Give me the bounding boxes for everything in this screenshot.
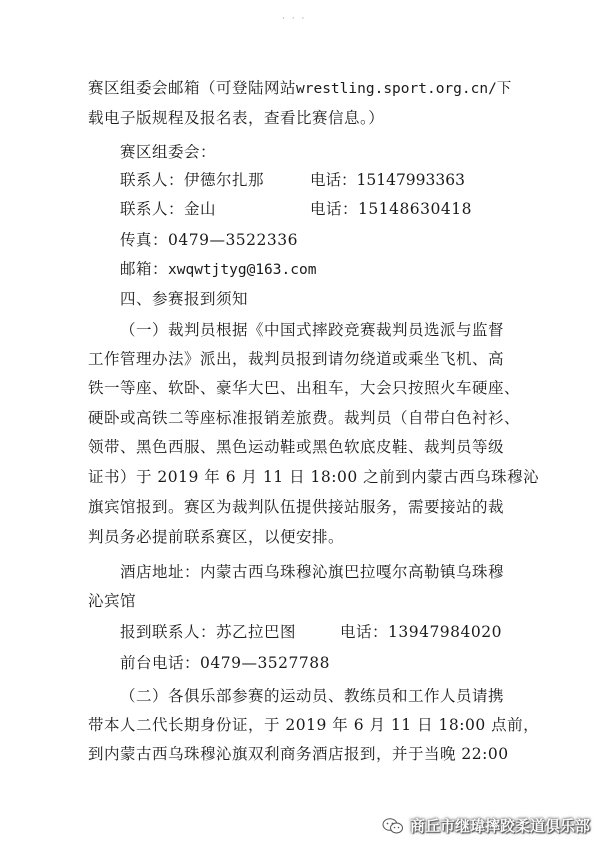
text-line: 硬卧或高铁二等座标准报销差旅费。裁判员（自带白色衬衫、 — [88, 409, 521, 427]
hotel-address-line: 酒店地址：内蒙古西乌珠穆沁旗巴拉嘎尔高勒镇乌珠穆 — [120, 563, 505, 581]
watermark — [382, 815, 590, 836]
text-line: 载电子版规程及报名表，查看比赛信息。） — [88, 109, 385, 127]
contact-phone-1: 电话：15147993363 — [310, 171, 465, 189]
front-desk-line: 前台电话：0479—3527788 — [120, 654, 330, 672]
contact-phone-2: 电话：15148630418 — [310, 200, 472, 218]
checkin-contact-phone: 电话：13947984020 — [340, 623, 502, 641]
text-line: 领带、黑色西服、黑色运动鞋或黑色软底皮鞋、裁判员等级 — [88, 438, 505, 456]
text-line: （二）各俱乐部参赛的运动员、教练员和工作人员请携 — [120, 687, 505, 705]
scan-mark: · · · — [282, 14, 307, 24]
website-link[interactable]: wrestling.sport.org.cn/下 — [296, 81, 512, 97]
text-line: 到内蒙古西乌珠穆沁旗双利商务酒店报到，并于当晚 22:00 — [88, 745, 509, 763]
text-line: 旗宾馆报到。赛区为裁判队伍提供接站服务，需要接站的裁 — [88, 498, 505, 516]
text-line: 带本人二代长期身份证，于 2019 年 6 月 11 日 18:00 点前， — [88, 716, 540, 734]
text-line: 证书）于 2019 年 6 月 11 日 18:00 之前到内蒙古西乌珠穆沁 — [88, 468, 540, 486]
text-line: （一）裁判员根据《中国式摔跤竞赛裁判员选派与监督 — [120, 321, 505, 339]
text-line: 工作管理办法》派出，裁判员报到请勿绕道或乘坐飞机、高 — [88, 350, 505, 368]
contact-name-1: 联系人：伊德尔扎那 — [120, 171, 265, 189]
fax-line: 传真：0479—3522336 — [120, 231, 298, 249]
email-address[interactable]: xwqwtjtyg@163.com — [168, 262, 317, 278]
email-intro-line: 赛区组委会邮箱（可登陆网站wrestling.sport.org.cn/下 — [88, 79, 512, 97]
watermark-text: 商丘市继瑋摔跤柔道俱乐部 — [409, 817, 590, 835]
text-line: 铁一等座、软卧、豪华大巴、出租车，大会只按照火车硬座、 — [88, 379, 521, 397]
email-line: 邮箱：xwqwtjtyg@163.com — [120, 260, 317, 278]
contact-name-2: 联系人：金山 — [120, 200, 217, 218]
text-line: 沁宾馆 — [88, 592, 137, 610]
text-line: 判员务必提前联系赛区，以便安排。 — [88, 528, 345, 546]
checkin-contact-name: 报到联系人：苏乙拉巴图 — [120, 623, 297, 641]
committee-heading: 赛区组委会： — [120, 143, 217, 161]
section-heading: 四、参赛报到须知 — [120, 290, 249, 308]
wechat-icon — [382, 817, 404, 835]
